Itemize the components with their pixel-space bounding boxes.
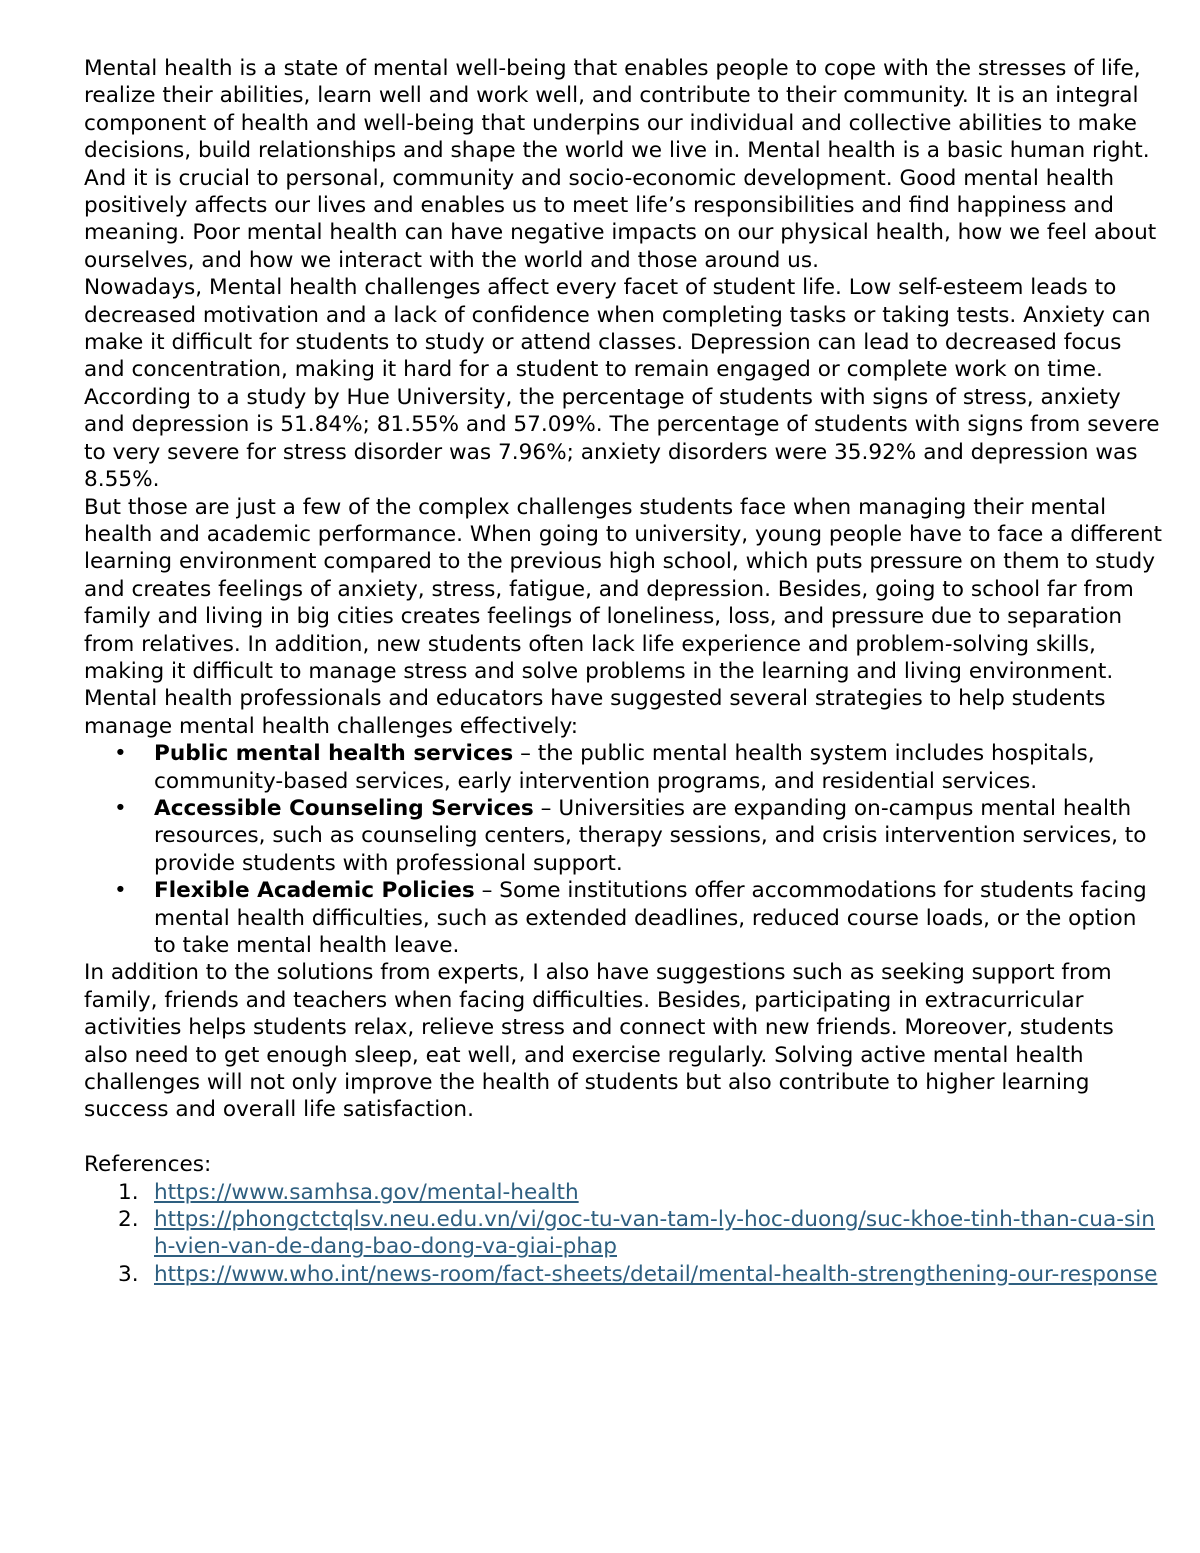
list-item-text: – Universities are expanding on-campus mental health resources, such as counseling centers, therapy sessions, and crisis intervention services, to provide students with professional support. (154, 795, 1147, 876)
paragraph-strategies-intro: Mental health professionals and educators have suggested several strategies to help students manage mental health challenges effectively: (84, 686, 1106, 739)
list-item-text: – the public mental health system includes hospitals, community-based services, early intervention programs, and residential services. (154, 741, 1095, 794)
list-item-title: Flexible Academic Policies (154, 878, 475, 904)
strategy-list (84, 740, 1164, 959)
list-item-title: Accessible Counseling Services (154, 795, 534, 821)
bullet-icon: • (114, 795, 127, 821)
reference-link[interactable]: https://www.who.int/news-room/fact-sheets/detail/mental-health-strengthening-our-response (154, 1261, 1158, 1287)
reference-link[interactable]: https://www.samhsa.gov/mental-health (154, 1179, 579, 1205)
references-list (84, 1179, 1164, 1289)
reference-item (118, 1261, 1164, 1288)
reference-number: 2. (118, 1207, 139, 1233)
bullet-icon: • (114, 741, 127, 767)
paragraph-university-pressures: But those are just a few of the complex challenges students face when managing their mental health and academic performance. When going to university, young people have to face a different learning environment compared to the previous high school, which puts pressure on them to study and creates feelings of anxiety, stress, fatigue, and depression. Besides, going to school far from family and living in big cities creates feelings of loneliness, loss, and pressure due to separation from relatives. In addition, new students often lack life experience and problem-solving skills, making it difficult to manage stress and solve problems in the learning and living environment. (84, 494, 1163, 684)
list-item-title: Public mental health services (154, 741, 514, 767)
paragraph-student-challenges: Nowadays, Mental health challenges affect every facet of student life. Low self-esteem leads to decreased motivation and a lack of confidence when completing tasks or taking tests. Anxiety can make it difficult for students to study or attend classes. Depression can lead to decreased focus and concentration, making it hard for a student to remain engaged or complete work on time. According to a study by Hue University, the percentage of students with signs of stress, anxiety and depression is 51.84%; 81.55% and 57.09%. The percentage of students with signs from severe to very severe for stress disorder was 7.96%; anxiety disorders were 35.92% and depression was 8.55%. (84, 275, 1160, 493)
list-item-text: – Some institutions offer accommodations for students facing mental health difficulties, such as extended deadlines, reduced course loads, or the option to take mental health leave. (154, 878, 1147, 958)
blank-line (84, 1124, 1164, 1151)
reference-item (118, 1179, 1164, 1206)
reference-number: 3. (118, 1261, 139, 1287)
paragraph-intro: Mental health is a state of mental well-being that enables people to cope with the stresses of life, realize their abilities, learn well and work well, and contribute to their community. It is an integral component of health and well-being that underpins our individual and collective abilities to make decisions, build relationships and shape the world we live in. Mental health is a basic human right. And it is crucial to personal, community and socio-economic development. Good mental health positively affects our lives and enables us to meet life’s responsibilities and find happiness and meaning. Poor mental health can have negative impacts on our physical health, how we feel about ourselves, and how we interact with the world and those around us. (84, 56, 1157, 273)
list-item (114, 740, 1164, 795)
list-item (114, 877, 1164, 959)
bullet-icon: • (114, 878, 127, 904)
reference-link[interactable]: https://phongctctqlsv.neu.edu.vn/vi/goc-tu-van-tam-ly-hoc-duong/suc-khoe-tinh-than-cua-sinh-vien-van-de-dang-bao-dong-va-giai-phap (154, 1207, 1155, 1260)
list-item (114, 795, 1164, 877)
reference-number: 1. (118, 1179, 139, 1205)
paragraph-closing: In addition to the solutions from experts, I also have suggestions such as seeking support from family, friends and teachers when facing difficulties. Besides, participating in extracurricular activities helps students relax, relieve stress and connect with new friends. Moreover, students also need to get enough sleep, eat well, and exercise regularly. Solving active mental health challenges will not only improve the health of students but also contribute to higher learning success and overall life satisfaction. (84, 960, 1114, 1123)
document-page (84, 55, 1164, 1288)
reference-item (118, 1206, 1164, 1261)
references-heading: References: (84, 1152, 212, 1178)
